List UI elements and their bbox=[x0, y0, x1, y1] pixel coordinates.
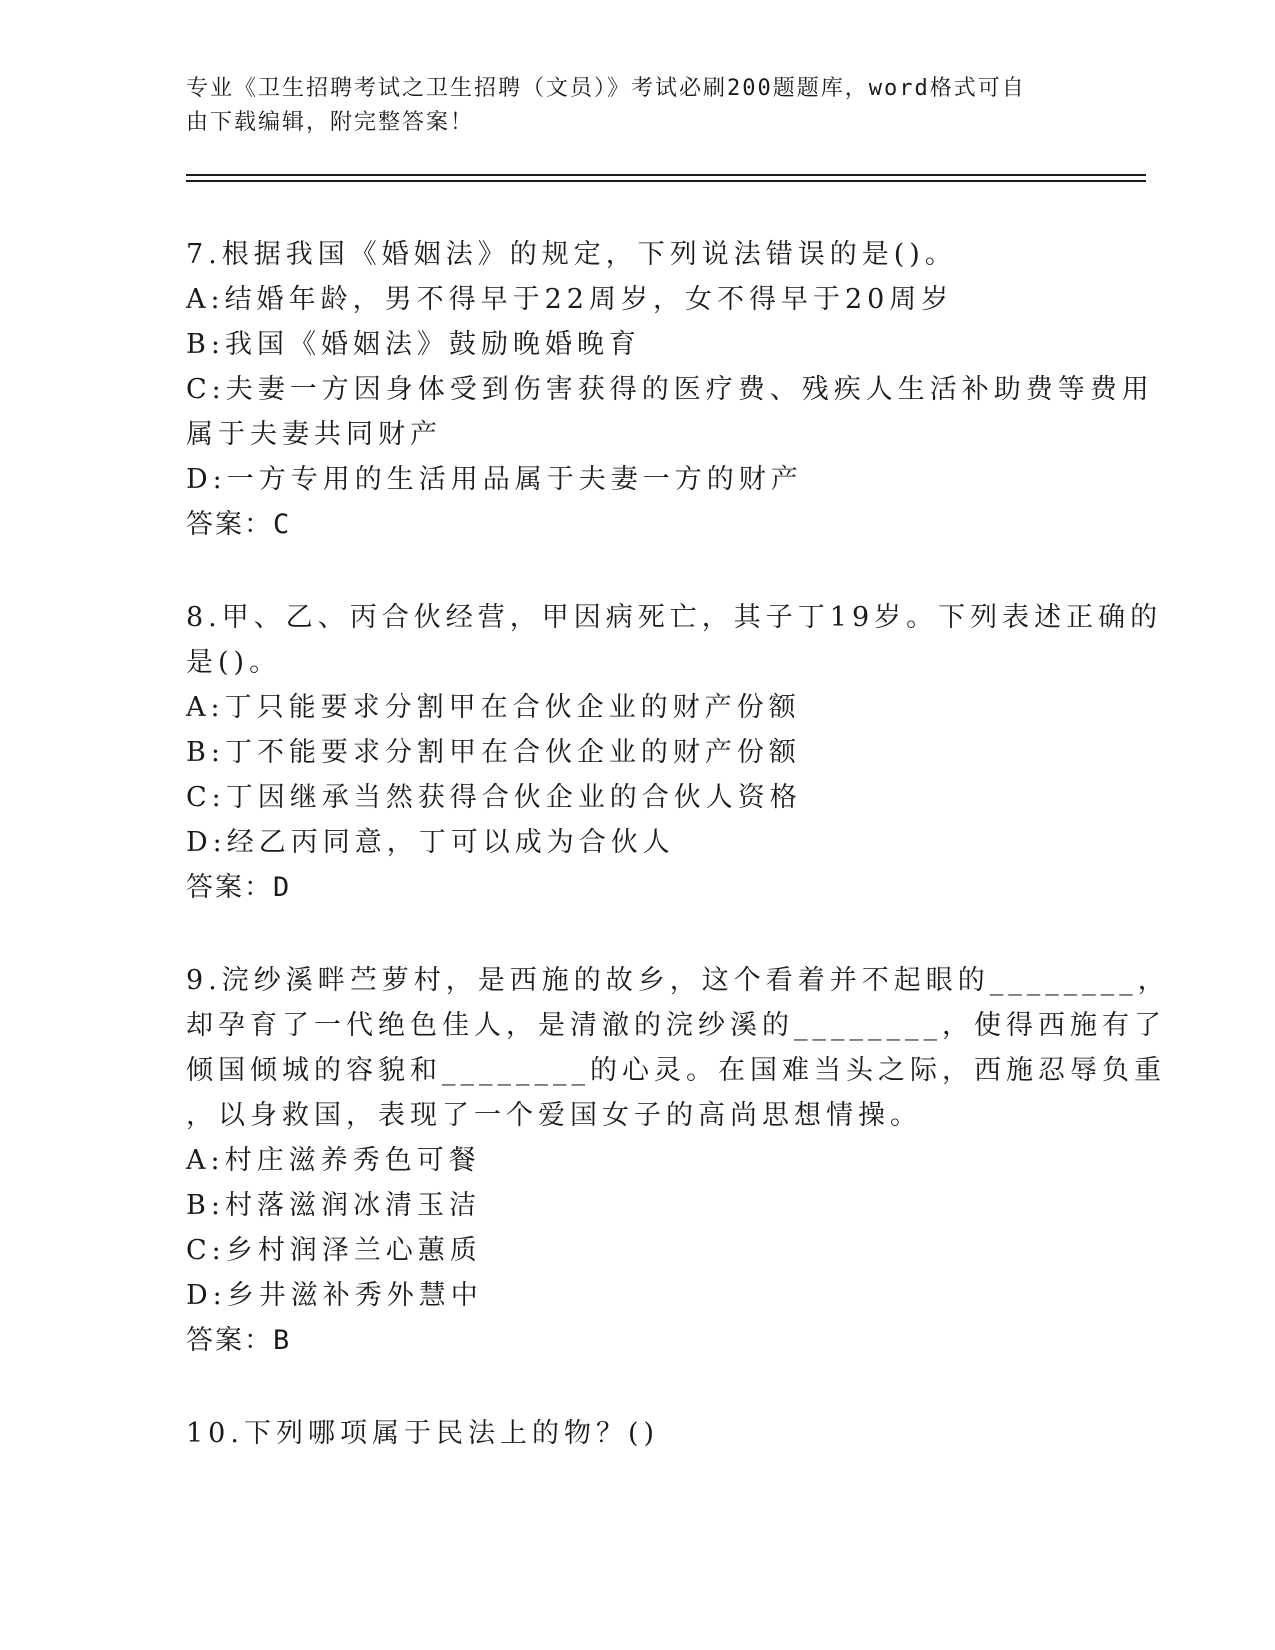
option-line: D:一方专用的生活用品属于夫妻一方的财产 bbox=[186, 464, 803, 495]
header-divider-bottom bbox=[186, 180, 1146, 182]
option-line: B:村落滋润冰清玉洁 bbox=[186, 1190, 481, 1221]
answer-label: 答案： bbox=[186, 872, 273, 903]
answer-line bbox=[186, 865, 1086, 910]
question-stem-line: ，以身救国，表现了一个爱国女子的高尚思想情操。 bbox=[186, 1100, 922, 1131]
option-line: B:丁不能要求分割甲在合伙企业的财产份额 bbox=[186, 737, 801, 768]
question-block bbox=[186, 595, 1163, 910]
question-stem-line: 7.根据我国《婚姻法》的规定，下列说法错误的是()。 bbox=[186, 239, 957, 270]
question-list bbox=[186, 232, 1170, 1504]
option-line: D:经乙丙同意，丁可以成为合伙人 bbox=[186, 827, 675, 858]
question-block bbox=[186, 232, 1154, 547]
question-stem-line: 是()。 bbox=[186, 647, 282, 678]
option-line: A:结婚年龄，男不得早于22周岁，女不得早于20周岁 bbox=[186, 284, 954, 315]
question-stem-line: 8.甲、乙、丙合伙经营，甲因病死亡，其子丁19岁。下列表述正确的 bbox=[186, 602, 1163, 633]
option-line: C:丁因继承当然获得合伙企业的合伙人资格 bbox=[186, 782, 802, 813]
document-header bbox=[186, 72, 1066, 140]
question-stem-line: 10.下列哪项属于民法上的物？() bbox=[186, 1418, 660, 1449]
answer-value: D bbox=[273, 872, 290, 903]
question-stem-line: 却孕育了一代绝色佳人，是清澈的浣纱溪的________，使得西施有了 bbox=[186, 1010, 1166, 1041]
answer-value: B bbox=[273, 1325, 290, 1356]
question-stem-line: 9.浣纱溪畔苎萝村，是西施的故乡，这个看着并不起眼的________， bbox=[186, 965, 1170, 996]
option-line: C:乡村润泽兰心蕙质 bbox=[186, 1235, 482, 1266]
answer-label: 答案： bbox=[186, 1325, 273, 1356]
option-line: A:丁只能要求分割甲在合伙企业的财产份额 bbox=[186, 692, 801, 723]
header-divider-top bbox=[186, 174, 1146, 176]
option-line: B:我国《婚姻法》鼓励晚婚晚育 bbox=[186, 329, 641, 360]
question-block bbox=[186, 958, 1170, 1363]
answer-line bbox=[186, 502, 1086, 547]
option-line: C:夫妻一方因身体受到伤害获得的医疗费、残疾人生活补助费等费用 bbox=[186, 374, 1154, 405]
option-line: D:乡井滋补秀外慧中 bbox=[186, 1280, 483, 1311]
question-block bbox=[186, 1411, 1086, 1456]
header-line-1: 专业《卫生招聘考试之卫生招聘（文员）》考试必刷200题题库，word格式可自 bbox=[186, 76, 1026, 101]
answer-line bbox=[186, 1318, 1086, 1363]
option-line: 属于夫妻共同财产 bbox=[186, 419, 442, 450]
answer-value: C bbox=[273, 509, 290, 540]
answer-label: 答案： bbox=[186, 509, 273, 540]
option-line: A:村庄滋养秀色可餐 bbox=[186, 1145, 481, 1176]
question-stem-line: 倾国倾城的容貌和________的心灵。在国难当头之际，西施忍辱负重 bbox=[186, 1055, 1166, 1086]
header-line-2: 由下载编辑，附完整答案！ bbox=[186, 110, 475, 135]
